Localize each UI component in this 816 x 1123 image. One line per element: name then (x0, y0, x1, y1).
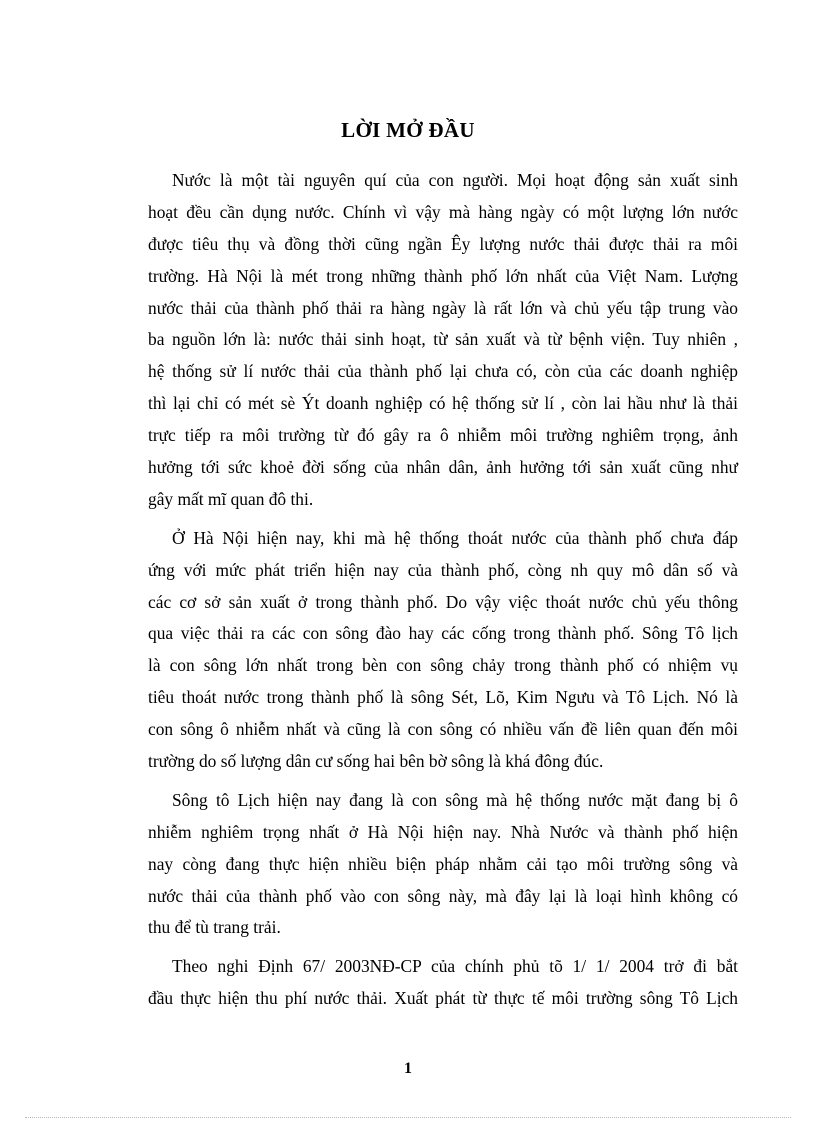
paragraph-4 (148, 951, 738, 1015)
paragraph-3 (148, 785, 738, 944)
text-line: được tiêu thụ và đồng thời cũng ngần Êy lượng nước thải được thải ra môi (148, 233, 738, 254)
text-line: hưởng tới sức khoẻ đời sống của nhân dân, ảnh hưởng tới sản xuất cũng như (148, 457, 738, 478)
text-line: đầu thực hiện thu phí nước thải. Xuất phát từ thực tế môi trường sông Tô Lịch (148, 988, 738, 1009)
footer-divider (25, 1117, 791, 1118)
paragraph-spacing (148, 516, 738, 523)
text-line: gây mất mĩ quan đô thi. (148, 488, 314, 509)
text-line: Theo nghi Định 67/ 2003NĐ-CP của chính phủ tõ 1/ 1/ 2004 trở đi bắt (172, 956, 738, 977)
text-line: ứng với mức phát triển hiện nay của thành phố, còng nh quy mô dân số và (148, 559, 738, 580)
text-line: thu để tù trang trải. (148, 917, 281, 938)
text-line: nước thải của thành phố thải ra hàng ngày là rất lớn và chủ yếu tập trung vào (148, 297, 738, 318)
text-line: các cơ sở sản xuất ở trong thành phố. Do vậy việc thoát nước chủ yếu thông (148, 591, 738, 612)
text-line: con sông ô nhiễm nhất và cũng là con sông có nhiều vấn đề liên quan đến môi (148, 719, 738, 740)
text-line: hoạt đều cần dụng nước. Chính vì vậy mà hàng ngày có một lượng lớn nước (148, 201, 738, 222)
text-line: trực tiếp ra môi trường từ đó gây ra ô nhiễm môi trường nghiêm trọng, ảnh (148, 425, 738, 446)
text-line: ba nguồn lớn là: nước thải sinh hoạt, từ sản xuất và từ bệnh viện. Tuy nhiên , (148, 329, 738, 350)
text-line: trường. Hà Nội là mét trong những thành phố lớn nhất của Việt Nam. Lượng (148, 265, 738, 286)
text-line: nước thải của thành phố vào con sông này, mà đây lại là loại hình không có (148, 885, 738, 906)
text-line: nhiễm nghiêm trọng nhất ở Hà Nội hiện nay. Nhà Nước và thành phố hiện (148, 821, 738, 842)
text-line: Ở Hà Nội hiện nay, khi mà hệ thống thoát nước của thành phố chưa đáp (172, 527, 738, 548)
paragraph-2 (148, 523, 738, 778)
page-number: 1 (404, 1060, 412, 1077)
text-line: tiêu thoát nước trong thành phố là sông Sét, Lõ, Kim Ngưu và Tô Lịch. Nó là (148, 687, 738, 708)
text-line: Sông tô Lịch hiện nay đang là con sông mà hệ thống nước mặt đang bị ô (172, 789, 738, 810)
text-line: nay còng đang thực hiện nhiều biện pháp nhằm cải tạo môi trường sông và (148, 853, 738, 874)
document-title: LỜI MỞ ĐẦU (341, 118, 475, 142)
text-line: là con sông lớn nhất trong bèn con sông chảy trong thành phố có nhiệm vụ (148, 655, 738, 676)
paragraph-spacing (148, 778, 738, 785)
text-line: Nước là một tài nguyên quí của con người. Mọi hoạt động sản xuất sinh (172, 170, 738, 190)
document-body (148, 165, 738, 1015)
text-line: qua việc thải ra các con sông đào hay các cống trong thành phố. Sông Tô lịch (148, 623, 738, 644)
text-line: trường do số lượng dân cư sống hai bên bờ sông là khá đông đúc. (148, 751, 604, 772)
text-line: thì lại chỉ có mét sè Ýt doanh nghiệp có hệ thống sử lí , còn lai hầu như là thải (148, 393, 738, 414)
paragraph-spacing (148, 944, 738, 951)
paragraph-1 (148, 165, 738, 516)
text-line: hệ thống sử lí nước thải của thành phố lại chưa có, còn của các doanh nghiệp (148, 361, 738, 382)
